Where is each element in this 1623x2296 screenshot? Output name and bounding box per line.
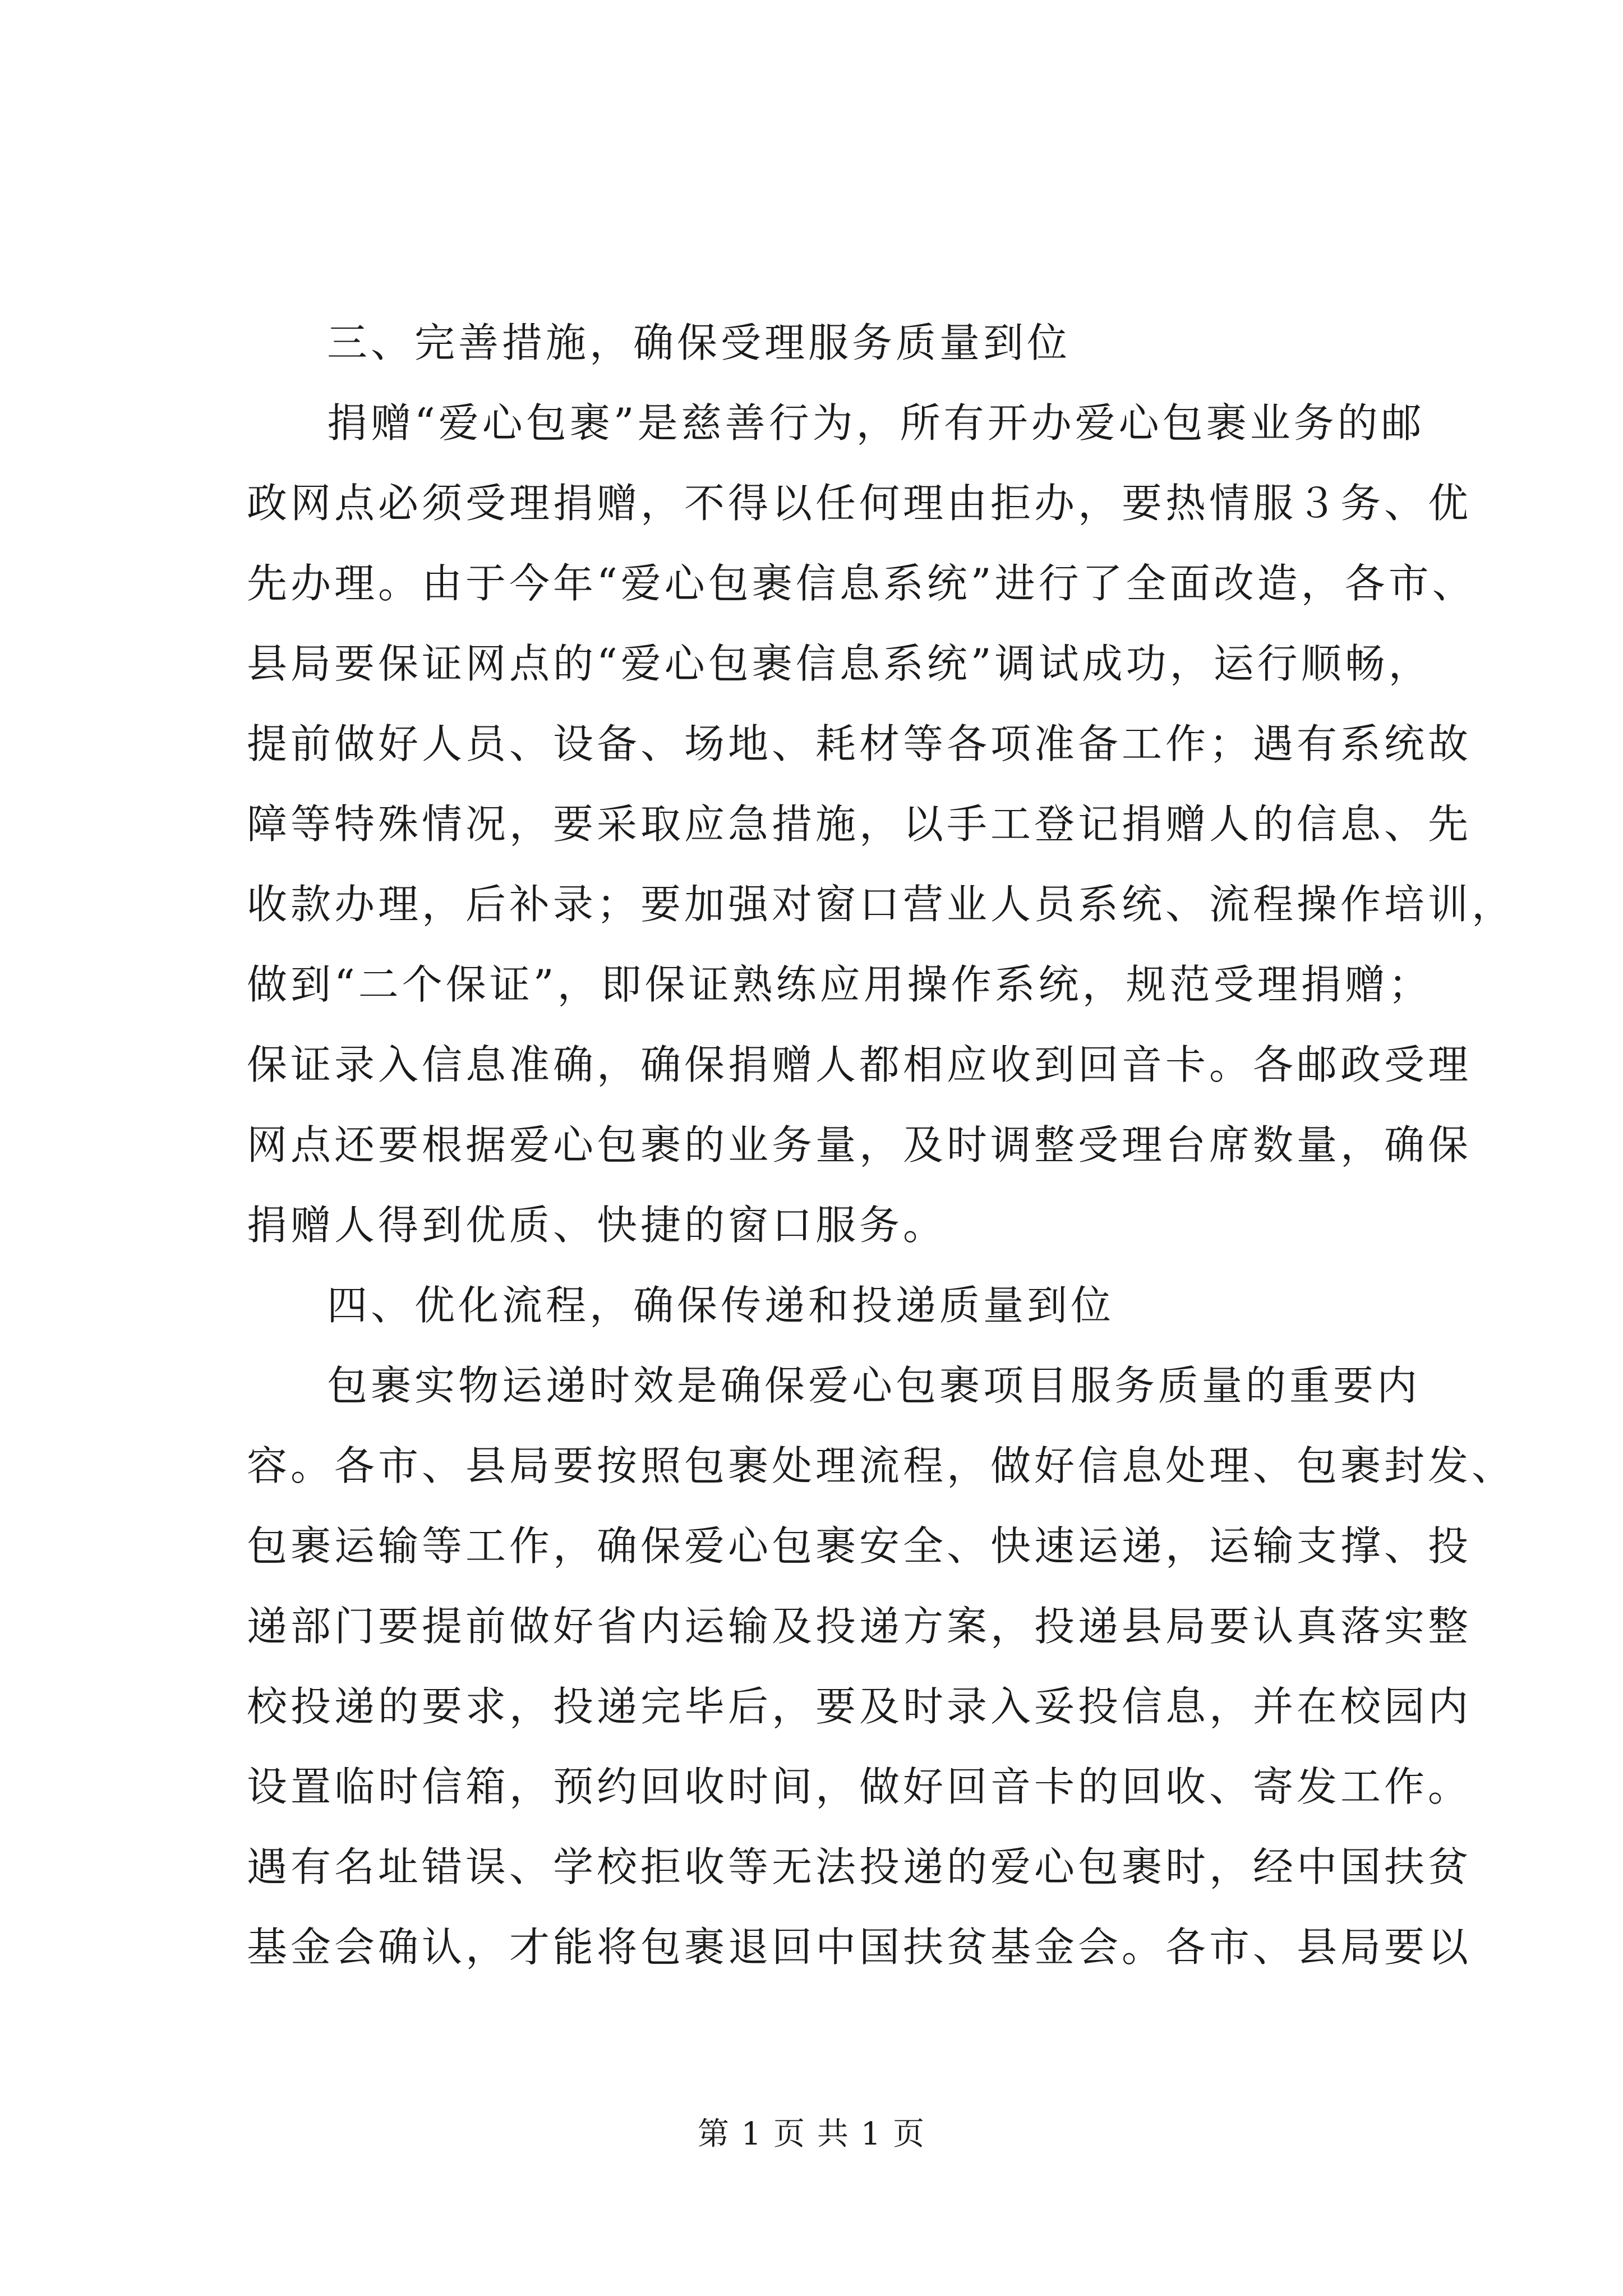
text-line: 捐赠人得到优质、快捷的窗口服务。 — [247, 1202, 947, 1249]
text-line: 基金会确认，才能将包裹退回中国扶贫基金会。各市、县局要以 — [247, 1924, 1472, 1971]
text-line: 障等特殊情况，要采取应急措施，以手工登记捐赠人的信息、先 — [247, 800, 1472, 848]
page-footer: 第 1 页 共 1 页 — [697, 2116, 926, 2152]
text-line: 递部门要提前做好省内运输及投递方案，投递县局要认真落实整 — [247, 1603, 1472, 1650]
text-line: 网点还要根据爱心包裹的业务量，及时调整受理台席数量，确保 — [247, 1121, 1472, 1168]
text-line: 包裹运输等工作，确保爱心包裹安全、快速运递，运输支撑、投 — [247, 1522, 1472, 1570]
text-line: 保证录入信息准确，确保捐赠人都相应收到回音卡。各邮政受理 — [247, 1041, 1472, 1088]
text-line: 三、完善措施，确保受理服务质量到位 — [327, 319, 1071, 366]
text-line: 容。各市、县局要按照包裹处理流程，做好信息处理、包裹封发、 — [247, 1442, 1516, 1489]
text-line: 遇有名址错误、学校拒收等无法投递的爱心包裹时，经中国扶贫 — [247, 1843, 1472, 1890]
text-line: 包裹实物运递时效是确保爱心包裹项目服务质量的重要内 — [327, 1362, 1421, 1409]
text-line: 四、优化流程，确保传递和投递质量到位 — [327, 1282, 1115, 1329]
text-line: 设置临时信箱，预约回收时间，做好回音卡的回收、寄发工作。 — [247, 1763, 1472, 1810]
text-line: 做到“二个保证”，即保证熟练应用操作系统，规范受理捐赠； — [247, 961, 1432, 1008]
text-line: 政网点必须受理捐赠，不得以任何理由拒办，要热情服３务、优 — [247, 480, 1472, 527]
text-line: 收款办理，后补录；要加强对窗口营业人员系统、流程操作培训， — [247, 881, 1516, 928]
text-line: 捐赠“爱心包裹”是慈善行为，所有开办爱心包裹业务的邮 — [327, 399, 1425, 447]
text-line: 县局要保证网点的“爱心包裹信息系统”调试成功，运行顺畅， — [247, 640, 1432, 687]
text-line: 提前做好人员、设备、场地、耗材等各项准备工作；遇有系统故 — [247, 720, 1472, 767]
text-line: 校投递的要求，投递完毕后，要及时录入妥投信息，并在校园内 — [247, 1683, 1472, 1730]
document-body — [247, 303, 1516, 1987]
text-line: 先办理。由于今年“爱心包裹信息系统”进行了全面改造，各市、 — [247, 560, 1476, 607]
